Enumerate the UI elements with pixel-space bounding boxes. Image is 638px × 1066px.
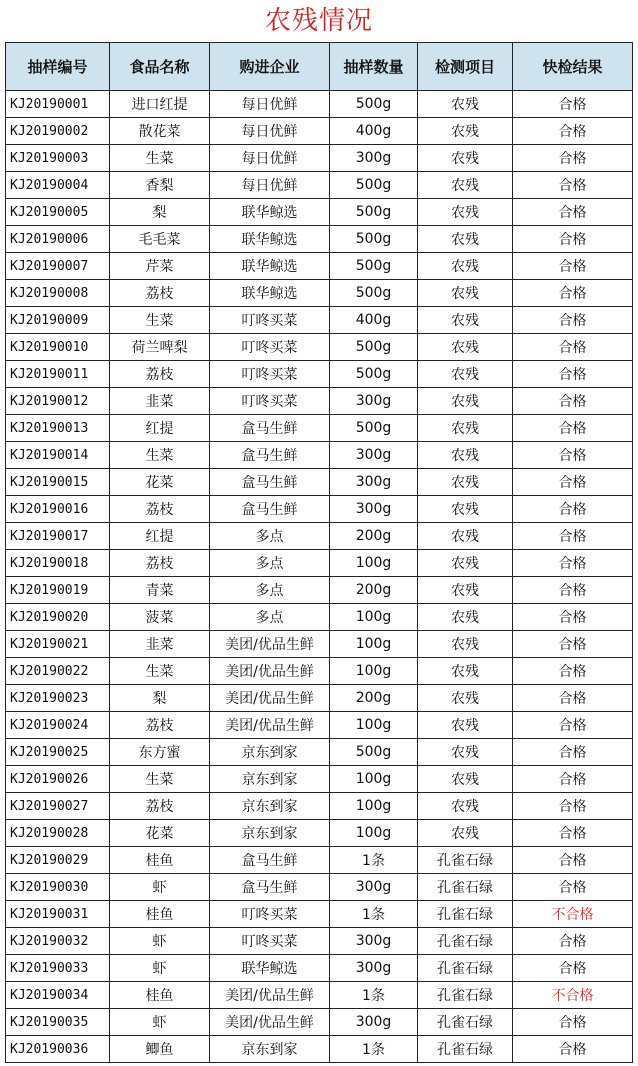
column-header-result: 快检结果 [513,43,633,91]
supplier-cell: 叮咚买菜 [210,361,330,388]
quantity-cell: 500g [330,91,418,118]
supplier-cell: 美团/优品生鲜 [210,712,330,739]
quantity-cell: 100g [330,766,418,793]
result-cell: 合格 [513,118,633,145]
food-name-cell: 青菜 [110,577,210,604]
result-cell: 合格 [513,199,633,226]
result-cell: 合格 [513,496,633,523]
test-item-cell: 孔雀石绿 [418,955,513,982]
sample-id-cell: KJ20190013 [6,415,110,442]
test-item-cell: 农残 [418,604,513,631]
supplier-cell: 盒马生鲜 [210,496,330,523]
quantity-cell: 400g [330,118,418,145]
table-row [6,118,633,145]
quantity-cell: 500g [330,280,418,307]
sample-id-cell: KJ20190030 [6,874,110,901]
quantity-cell: 500g [330,739,418,766]
result-cell: 合格 [513,1009,633,1036]
table-row [6,361,633,388]
test-item-cell: 孔雀石绿 [418,874,513,901]
supplier-cell: 联华鲸选 [210,955,330,982]
test-item-cell: 农残 [418,388,513,415]
quantity-cell: 500g [330,334,418,361]
sample-id-cell: KJ20190002 [6,118,110,145]
sample-id-cell: KJ20190010 [6,334,110,361]
sample-id-cell: KJ20190006 [6,226,110,253]
quantity-cell: 500g [330,172,418,199]
result-cell: 合格 [513,442,633,469]
result-cell: 合格 [513,388,633,415]
table-row [6,1009,633,1036]
sample-id-cell: KJ20190016 [6,496,110,523]
supplier-cell: 多点 [210,577,330,604]
table-row [6,739,633,766]
test-item-cell: 孔雀石绿 [418,1036,513,1063]
quantity-cell: 300g [330,469,418,496]
food-name-cell: 生菜 [110,766,210,793]
result-cell: 合格 [513,307,633,334]
sample-id-cell: KJ20190025 [6,739,110,766]
test-item-cell: 农残 [418,91,513,118]
table-row [6,145,633,172]
test-item-cell: 农残 [418,361,513,388]
test-item-cell: 农残 [418,334,513,361]
result-cell: 合格 [513,604,633,631]
supplier-cell: 京东到家 [210,793,330,820]
food-name-cell: 生菜 [110,442,210,469]
result-cell: 合格 [513,793,633,820]
quantity-cell: 1条 [330,982,418,1009]
sample-id-cell: KJ20190019 [6,577,110,604]
sample-id-cell: KJ20190018 [6,550,110,577]
result-cell: 不合格 [513,901,633,928]
food-name-cell: 香梨 [110,172,210,199]
supplier-cell: 京东到家 [210,739,330,766]
result-cell: 合格 [513,658,633,685]
sample-id-cell: KJ20190003 [6,145,110,172]
supplier-cell: 联华鲸选 [210,280,330,307]
result-cell: 合格 [513,145,633,172]
sample-id-cell: KJ20190009 [6,307,110,334]
supplier-cell: 叮咚买菜 [210,334,330,361]
column-header-sample-quantity: 抽样数量 [330,43,418,91]
supplier-cell: 盒马生鲜 [210,415,330,442]
sample-id-cell: KJ20190008 [6,280,110,307]
test-item-cell: 农残 [418,550,513,577]
table-row [6,91,633,118]
sample-id-cell: KJ20190005 [6,199,110,226]
test-item-cell: 孔雀石绿 [418,982,513,1009]
table-row [6,928,633,955]
table-row [6,685,633,712]
supplier-cell: 多点 [210,523,330,550]
supplier-cell: 盒马生鲜 [210,847,330,874]
test-item-cell: 农残 [418,226,513,253]
sample-id-cell: KJ20190004 [6,172,110,199]
quantity-cell: 100g [330,550,418,577]
food-name-cell: 生菜 [110,658,210,685]
result-cell: 合格 [513,334,633,361]
food-name-cell: 荔枝 [110,361,210,388]
quantity-cell: 100g [330,631,418,658]
supplier-cell: 多点 [210,604,330,631]
table-row [6,604,633,631]
sample-id-cell: KJ20190024 [6,712,110,739]
result-cell: 合格 [513,361,633,388]
table-row [6,820,633,847]
column-header-food-name: 食品名称 [110,43,210,91]
table-row [6,847,633,874]
table-row [6,388,633,415]
table-row [6,766,633,793]
table-row [6,280,633,307]
result-cell: 不合格 [513,982,633,1009]
table-row [6,334,633,361]
food-name-cell: 虾 [110,955,210,982]
test-item-cell: 农残 [418,442,513,469]
table-row [6,199,633,226]
table-row [6,631,633,658]
quantity-cell: 200g [330,577,418,604]
table-row [6,793,633,820]
sample-id-cell: KJ20190033 [6,955,110,982]
supplier-cell: 叮咚买菜 [210,388,330,415]
quantity-cell: 1条 [330,901,418,928]
table-row [6,307,633,334]
supplier-cell: 美团/优品生鲜 [210,982,330,1009]
food-name-cell: 韭菜 [110,388,210,415]
food-name-cell: 菠菜 [110,604,210,631]
sample-id-cell: KJ20190034 [6,982,110,1009]
test-item-cell: 农残 [418,631,513,658]
supplier-cell: 盒马生鲜 [210,469,330,496]
table-row [6,874,633,901]
result-cell: 合格 [513,172,633,199]
food-name-cell: 荔枝 [110,280,210,307]
supplier-cell: 联华鲸选 [210,199,330,226]
quantity-cell: 100g [330,793,418,820]
quantity-cell: 300g [330,442,418,469]
result-cell: 合格 [513,523,633,550]
supplier-cell: 美团/优品生鲜 [210,658,330,685]
food-name-cell: 进口红提 [110,91,210,118]
sample-id-cell: KJ20190014 [6,442,110,469]
food-name-cell: 桂鱼 [110,847,210,874]
supplier-cell: 每日优鲜 [210,118,330,145]
test-item-cell: 农残 [418,577,513,604]
quantity-cell: 300g [330,928,418,955]
inspection-table [5,42,633,1063]
sample-id-cell: KJ20190027 [6,793,110,820]
sample-id-cell: KJ20190011 [6,361,110,388]
test-item-cell: 农残 [418,685,513,712]
result-cell: 合格 [513,469,633,496]
test-item-cell: 农残 [418,199,513,226]
supplier-cell: 盒马生鲜 [210,874,330,901]
result-cell: 合格 [513,766,633,793]
sample-id-cell: KJ20190029 [6,847,110,874]
supplier-cell: 联华鲸选 [210,226,330,253]
food-name-cell: 虾 [110,1009,210,1036]
table-row [6,577,633,604]
table-row [6,415,633,442]
sample-id-cell: KJ20190015 [6,469,110,496]
supplier-cell: 美团/优品生鲜 [210,631,330,658]
supplier-cell: 盒马生鲜 [210,442,330,469]
quantity-cell: 300g [330,496,418,523]
supplier-cell: 每日优鲜 [210,91,330,118]
sample-id-cell: KJ20190035 [6,1009,110,1036]
food-name-cell: 红提 [110,523,210,550]
result-cell: 合格 [513,739,633,766]
supplier-cell: 叮咚买菜 [210,928,330,955]
test-item-cell: 农残 [418,820,513,847]
quantity-cell: 500g [330,361,418,388]
table-row [6,253,633,280]
quantity-cell: 500g [330,415,418,442]
test-item-cell: 农残 [418,253,513,280]
food-name-cell: 荔枝 [110,550,210,577]
quantity-cell: 100g [330,658,418,685]
supplier-cell: 多点 [210,550,330,577]
test-item-cell: 农残 [418,658,513,685]
sample-id-cell: KJ20190001 [6,91,110,118]
test-item-cell: 农残 [418,766,513,793]
test-item-cell: 农残 [418,712,513,739]
result-cell: 合格 [513,1036,633,1063]
test-item-cell: 农残 [418,469,513,496]
sample-id-cell: KJ20190026 [6,766,110,793]
food-name-cell: 虾 [110,928,210,955]
quantity-cell: 300g [330,955,418,982]
table-row [6,901,633,928]
sample-id-cell: KJ20190017 [6,523,110,550]
column-header-sample-id: 抽样编号 [6,43,110,91]
food-name-cell: 东方蜜 [110,739,210,766]
food-name-cell: 荷兰啤梨 [110,334,210,361]
quantity-cell: 1条 [330,847,418,874]
test-item-cell: 农残 [418,739,513,766]
sample-id-cell: KJ20190022 [6,658,110,685]
column-header-test-item: 检测项目 [418,43,513,91]
table-row [6,550,633,577]
supplier-cell: 京东到家 [210,1036,330,1063]
result-cell: 合格 [513,955,633,982]
test-item-cell: 农残 [418,280,513,307]
sample-id-cell: KJ20190036 [6,1036,110,1063]
table-row [6,496,633,523]
food-name-cell: 荔枝 [110,793,210,820]
food-name-cell: 鲫鱼 [110,1036,210,1063]
test-item-cell: 农残 [418,307,513,334]
result-cell: 合格 [513,415,633,442]
quantity-cell: 400g [330,307,418,334]
table-row [6,658,633,685]
food-name-cell: 散花菜 [110,118,210,145]
column-header-supplier: 购进企业 [210,43,330,91]
supplier-cell: 叮咚买菜 [210,307,330,334]
food-name-cell: 生菜 [110,307,210,334]
food-name-cell: 梨 [110,685,210,712]
test-item-cell: 孔雀石绿 [418,928,513,955]
test-item-cell: 农残 [418,145,513,172]
sample-id-cell: KJ20190012 [6,388,110,415]
quantity-cell: 100g [330,712,418,739]
food-name-cell: 梨 [110,199,210,226]
test-item-cell: 农残 [418,496,513,523]
supplier-cell: 美团/优品生鲜 [210,685,330,712]
table-row [6,523,633,550]
test-item-cell: 孔雀石绿 [418,847,513,874]
sample-id-cell: KJ20190028 [6,820,110,847]
quantity-cell: 300g [330,1009,418,1036]
sample-id-cell: KJ20190007 [6,253,110,280]
table-row [6,442,633,469]
result-cell: 合格 [513,91,633,118]
result-cell: 合格 [513,577,633,604]
header-row [6,43,633,91]
quantity-cell: 100g [330,820,418,847]
supplier-cell: 京东到家 [210,766,330,793]
result-cell: 合格 [513,226,633,253]
result-cell: 合格 [513,712,633,739]
supplier-cell: 叮咚买菜 [210,901,330,928]
quantity-cell: 1条 [330,1036,418,1063]
table-row [6,1036,633,1063]
food-name-cell: 桂鱼 [110,901,210,928]
sample-id-cell: KJ20190021 [6,631,110,658]
quantity-cell: 200g [330,685,418,712]
table-header [6,43,633,91]
table-row [6,226,633,253]
test-item-cell: 农残 [418,118,513,145]
table-row [6,982,633,1009]
supplier-cell: 每日优鲜 [210,172,330,199]
food-name-cell: 红提 [110,415,210,442]
supplier-cell: 京东到家 [210,820,330,847]
food-name-cell: 生菜 [110,145,210,172]
food-name-cell: 荔枝 [110,496,210,523]
test-item-cell: 农残 [418,523,513,550]
page-title: 农残情况 [264,6,373,36]
food-name-cell: 荔枝 [110,712,210,739]
table-body [6,91,633,1063]
result-cell: 合格 [513,874,633,901]
quantity-cell: 500g [330,199,418,226]
table-row [6,955,633,982]
supplier-cell: 每日优鲜 [210,145,330,172]
quantity-cell: 200g [330,523,418,550]
table-row [6,712,633,739]
quantity-cell: 100g [330,604,418,631]
quantity-cell: 500g [330,226,418,253]
food-name-cell: 虾 [110,874,210,901]
result-cell: 合格 [513,631,633,658]
supplier-cell: 美团/优品生鲜 [210,1009,330,1036]
food-name-cell: 桂鱼 [110,982,210,1009]
sample-id-cell: KJ20190031 [6,901,110,928]
quantity-cell: 300g [330,145,418,172]
supplier-cell: 联华鲸选 [210,253,330,280]
food-name-cell: 毛毛菜 [110,226,210,253]
test-item-cell: 孔雀石绿 [418,1009,513,1036]
food-name-cell: 花菜 [110,820,210,847]
result-cell: 合格 [513,280,633,307]
test-item-cell: 农残 [418,172,513,199]
quantity-cell: 500g [330,253,418,280]
result-cell: 合格 [513,253,633,280]
quantity-cell: 300g [330,388,418,415]
test-item-cell: 农残 [418,415,513,442]
table-row [6,172,633,199]
food-name-cell: 芹菜 [110,253,210,280]
sample-id-cell: KJ20190020 [6,604,110,631]
sample-id-cell: KJ20190023 [6,685,110,712]
sample-id-cell: KJ20190032 [6,928,110,955]
test-item-cell: 农残 [418,793,513,820]
quantity-cell: 300g [330,874,418,901]
food-name-cell: 韭菜 [110,631,210,658]
table-row [6,469,633,496]
result-cell: 合格 [513,685,633,712]
result-cell: 合格 [513,847,633,874]
food-name-cell: 花菜 [110,469,210,496]
result-cell: 合格 [513,550,633,577]
test-item-cell: 孔雀石绿 [418,901,513,928]
result-cell: 合格 [513,820,633,847]
result-cell: 合格 [513,928,633,955]
